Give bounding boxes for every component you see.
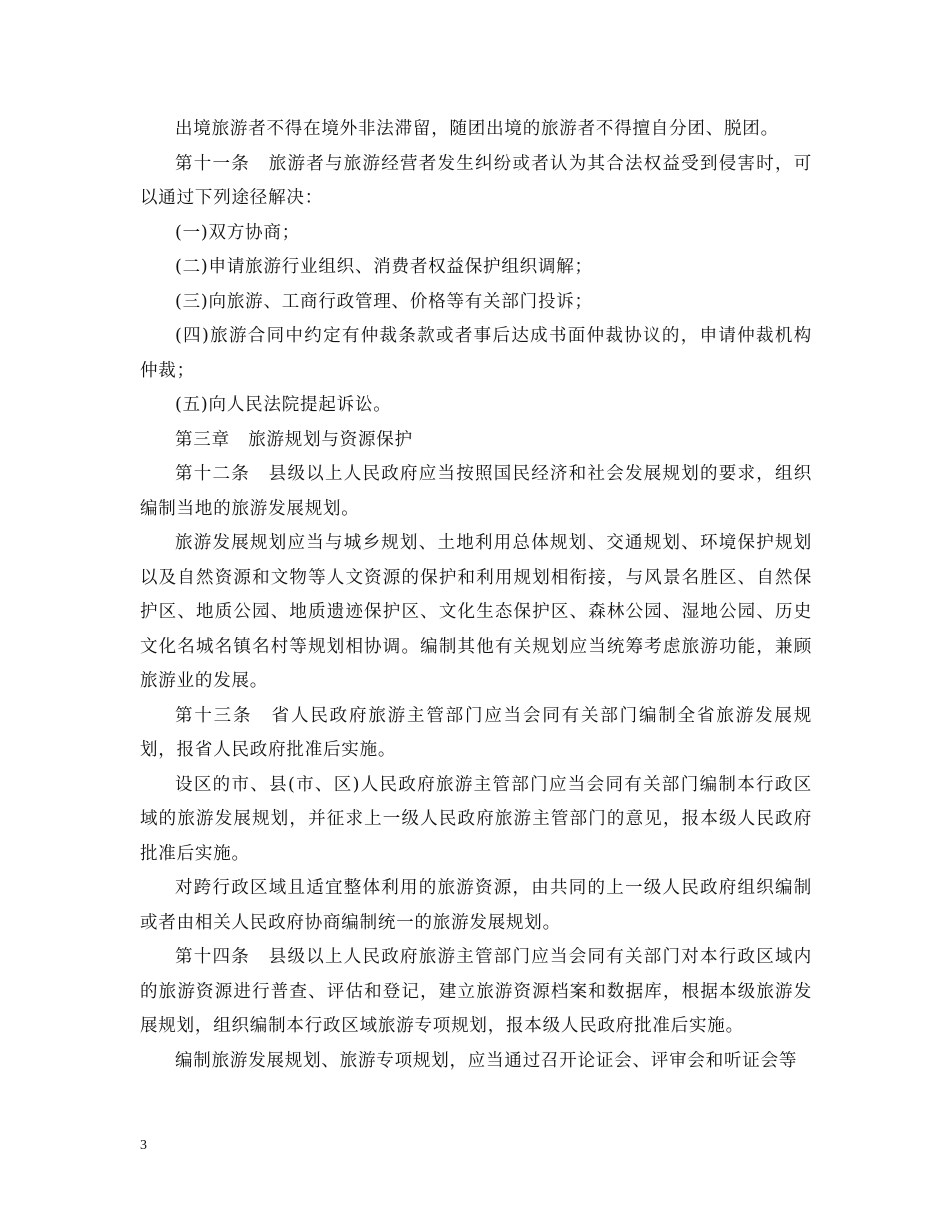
paragraph: (三)向旅游、工商行政管理、价格等有关部门投诉； — [175, 291, 593, 312]
paragraph: 旅游发展规划应当与城乡规划、土地利用总体规划、交通规划、环境保护规划以及自然资源和文物等人文资源的保护和利用规划相衔接，与风景名胜区、自然保护区、地质公园、地质遗迹保护区、文化生态保护区、森林公园、湿地公园、历史文化名城名镇名村等规划相协调。编制其他有关规划应当统筹考虑旅游功能，兼顾旅游业的发展。 — [140, 533, 812, 691]
chapter-heading: 第三章 旅游规划与资源保护 — [175, 429, 413, 450]
paragraph: (二)申请旅游行业组织、消费者权益保护组织调解； — [175, 257, 593, 277]
paragraph: 第十一条 旅游者与旅游经营者发生纠纷或者认为其合法权益受到侵害时，可以通过下列途径解决： — [140, 153, 812, 208]
paragraph: (五)向人民法院提起诉讼。 — [175, 395, 392, 415]
paragraph: (一)双方协商； — [175, 222, 301, 243]
paragraph: 出境旅游者不得在境外非法滞留，随团出境的旅游者不得擅自分团、脱团。 — [175, 119, 779, 139]
paragraph: 第十四条 县级以上人民政府旅游主管部门应当会同有关部门对本行政区域内的旅游资源进行普查、评估和登记，建立旅游资源档案和数据库，根据本级旅游发展规划，组织编制本行政区域旅游专项规划，报本级人民政府批准后实施。 — [140, 947, 812, 1036]
paragraph: 编制旅游发展规划、旅游专项规划，应当通过召开论证会、评审会和听证会等 — [175, 1050, 798, 1071]
document-body — [140, 112, 812, 1078]
paragraph: 第十三条 省人民政府旅游主管部门应当会同有关部门编制全省旅游发展规划，报省人民政府批准后实施。 — [140, 705, 812, 760]
paragraph: 第十二条 县级以上人民政府应当按照国民经济和社会发展规划的要求，组织编制当地的旅游发展规划。 — [140, 464, 812, 519]
paragraph: 设区的市、县(市、区)人民政府旅游主管部门应当会同有关部门编制本行政区域的旅游发展规划，并征求上一级人民政府旅游主管部门的意见，报本级人民政府批准后实施。 — [140, 774, 812, 864]
page-number: 3 — [140, 1138, 147, 1153]
paragraph: (四)旅游合同中约定有仲裁条款或者事后达成书面仲裁协议的，申请仲裁机构仲裁； — [140, 326, 812, 381]
paragraph: 对跨行政区域且适宜整体利用的旅游资源，由共同的上一级人民政府组织编制或者由相关人民政府协商编制统一的旅游发展规划。 — [140, 878, 812, 933]
